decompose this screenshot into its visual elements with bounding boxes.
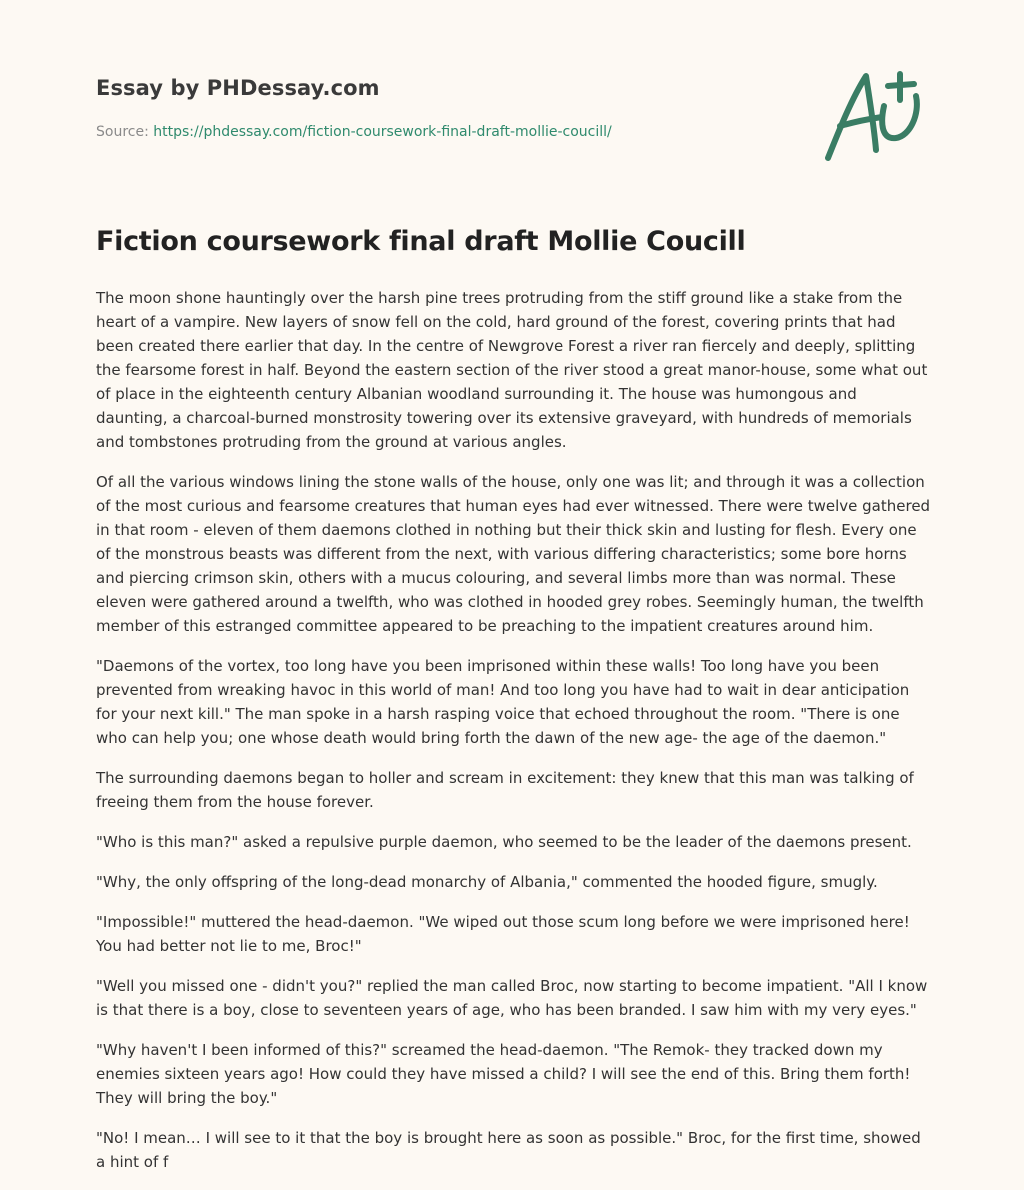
essay-paragraph: The surrounding daemons began to holler and scream in excitement: they knew that this man was talking of freeing them from the house forever. [96,769,914,811]
essay-paragraph: Of all the various windows lining the stone walls of the house, only one was lit; and through it was a collection of the most curious and fearsome creatures that human eyes had ever witnessed. There were twelve gathered in that room - eleven of them daemons clothed in nothing but their thick skin and lusting for flesh. Every one of the monstrous beasts was different from the next, with various differing characteristics; some bore horns and piercing crimson skin, others with a mucus colouring, and several limbs more than was normal. These eleven were gathered around a twelfth, who was clothed in hooded grey robes. Seemingly human, the twelfth member of this estranged committee appeared to be preaching to the impatient creatures around him. [96,473,931,635]
essay-body [96,286,932,1190]
essay-paragraph: "Why, the only offspring of the long-dead monarchy of Albania," commented the hooded figure, smugly. [96,873,878,891]
essay-paragraph: "No! I mean… I will see to it that the boy is brought here as soon as possible." Broc, for the first time, showed a hint of f [96,1129,921,1171]
site-brand: Essay by PHDessay.com [96,76,380,100]
essay-paragraph: "Well you missed one - didn't you?" replied the man called Broc, now starting to become impatient. "All I know is that there is a boy, close to seventeen years of age, who has been branded. I saw him with my very eyes." [96,977,928,1019]
essay-paragraph: "Impossible!" muttered the head-daemon. "We wiped out those scum long before we were imprisoned here! You had better not lie to me, Broc!" [96,913,910,955]
essay-paragraph: "Daemons of the vortex, too long have you been imprisoned within these walls! Too long have you been prevented from wreaking havoc in this world of man! And too long you have had to wait in dear anticipation for your next kill." The man spoke in a harsh rasping voice that echoed throughout the room. "There is one who can help you; one whose death would bring forth the dawn of the new age- the age of the daemon." [96,657,910,747]
essay-title: Fiction coursework final draft Mollie Coucill [96,226,746,257]
a-plus-logo-icon [818,66,930,166]
source-link[interactable]: https://phdessay.com/fiction-coursework-final-draft-mollie-coucill/ [153,124,612,140]
essay-paragraph: The moon shone hauntingly over the harsh pine trees protruding from the stiff ground like a stake from the heart of a vampire. New layers of snow fell on the cold, hard ground of the forest, covering prints that had been created there earlier that day. In the centre of Newgrove Forest a river ran fiercely and deeply, splitting the fearsome forest in half. Beyond the eastern section of the river stood a great manor-house, some what out of place in the eighteenth century Albanian woodland surrounding it. The house was humongous and daunting, a charcoal-burned monstrosity towering over its extensive graveyard, with hundreds of memorials and tombstones protruding from the ground at various angles. [96,289,928,451]
source-line [96,124,612,140]
essay-paragraph: "Who is this man?" asked a repulsive purple daemon, who seemed to be the leader of the daemons present. [96,833,912,851]
source-label: Source: [96,124,149,140]
essay-paragraph: "Why haven't I been informed of this?" screamed the head-daemon. "The Remok- they tracked down my enemies sixteen years ago! How could they have missed a child? I will see the end of this. Bring them forth! They will bring the boy." [96,1041,911,1107]
